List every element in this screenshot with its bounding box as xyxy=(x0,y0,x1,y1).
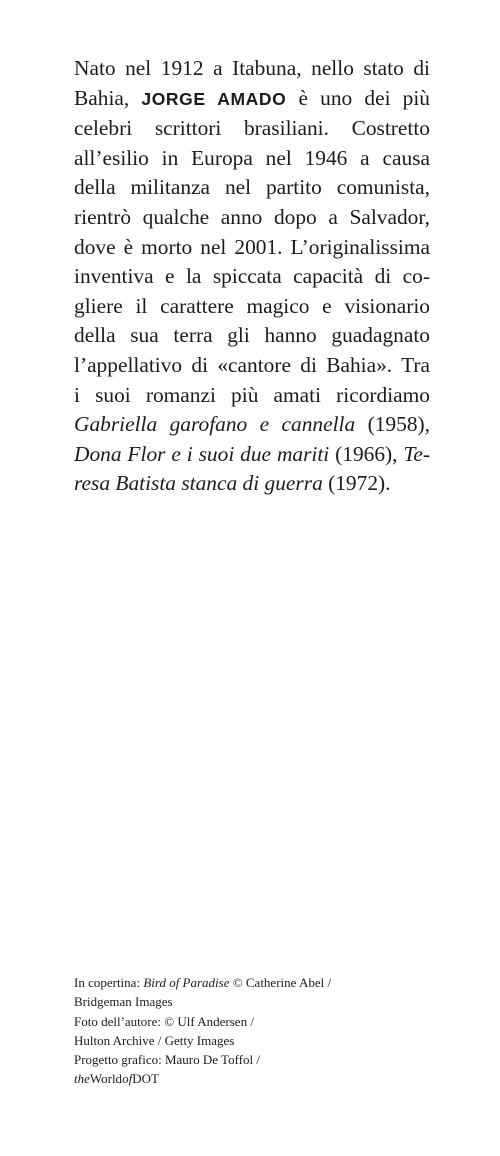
credit-line: Bridgeman Images xyxy=(74,994,173,1010)
bio-line: dove è morto nel 2001. L’originalissima xyxy=(74,234,430,259)
bio-line: della sua terra gli hanno guadagnato xyxy=(74,323,430,348)
bio-line: Nato nel 1912 a Itabuna, nello stato di xyxy=(74,56,430,80)
book-year: (1958), xyxy=(355,412,430,437)
credit-line-photo: Foto dell’autore: © Ulf Andersen / xyxy=(74,1013,254,1029)
studio-name-part: of xyxy=(122,1071,133,1087)
bio-line: inventiva e la spiccata capacità di co- xyxy=(74,264,430,289)
book-title: Te- xyxy=(403,441,430,466)
bio-line xyxy=(74,84,430,115)
bio-line: celebri scrittori brasiliani. Costretto xyxy=(74,116,430,141)
author-biography xyxy=(74,54,430,499)
credit-line-design: Progetto grafico: Mauro De Toffol / xyxy=(74,1052,260,1068)
author-name: JORGE AMADO xyxy=(141,88,287,109)
book-title: Dona Flor e i suoi due mariti xyxy=(74,441,330,466)
studio-name-part: World xyxy=(89,1071,123,1087)
credit-text: In copertina: xyxy=(74,975,144,990)
bio-text: Bahia, xyxy=(74,85,142,110)
artwork-title: Bird of Paradise xyxy=(143,975,230,990)
bio-line xyxy=(74,469,430,499)
book-title: resa Batista stanca di guerra xyxy=(74,471,323,496)
credit-line-cover xyxy=(74,973,434,992)
bio-line: della militanza nel partito comunista, xyxy=(74,175,430,200)
bio-line xyxy=(74,440,430,470)
credit-text: © Catherine Abel / xyxy=(229,975,332,990)
book-title: Gabriella garofano e cannella xyxy=(74,412,356,437)
bio-text: è uno dei più xyxy=(286,85,430,110)
bio-line: rientrò qualche anno dopo a Salvador, xyxy=(74,204,430,229)
bio-line: all’esilio in Europa nel 1946 a causa xyxy=(74,145,430,170)
credit-line: Hulton Archive / Getty Images xyxy=(74,1032,235,1048)
bio-line xyxy=(74,410,430,440)
studio-name-part: DOT xyxy=(132,1071,159,1087)
bio-line: i suoi romanzi più amati ricordiamo xyxy=(74,382,430,407)
bio-line: l’appellativo di «cantore di Bahia». Tra xyxy=(74,352,430,377)
studio-name xyxy=(74,1069,434,1088)
book-year: (1966), xyxy=(329,441,404,466)
bio-line: gliere il carattere magico e visionario xyxy=(74,293,430,318)
image-credits xyxy=(74,973,434,1089)
studio-name-part: the xyxy=(74,1071,90,1087)
book-year: (1972). xyxy=(322,471,391,496)
